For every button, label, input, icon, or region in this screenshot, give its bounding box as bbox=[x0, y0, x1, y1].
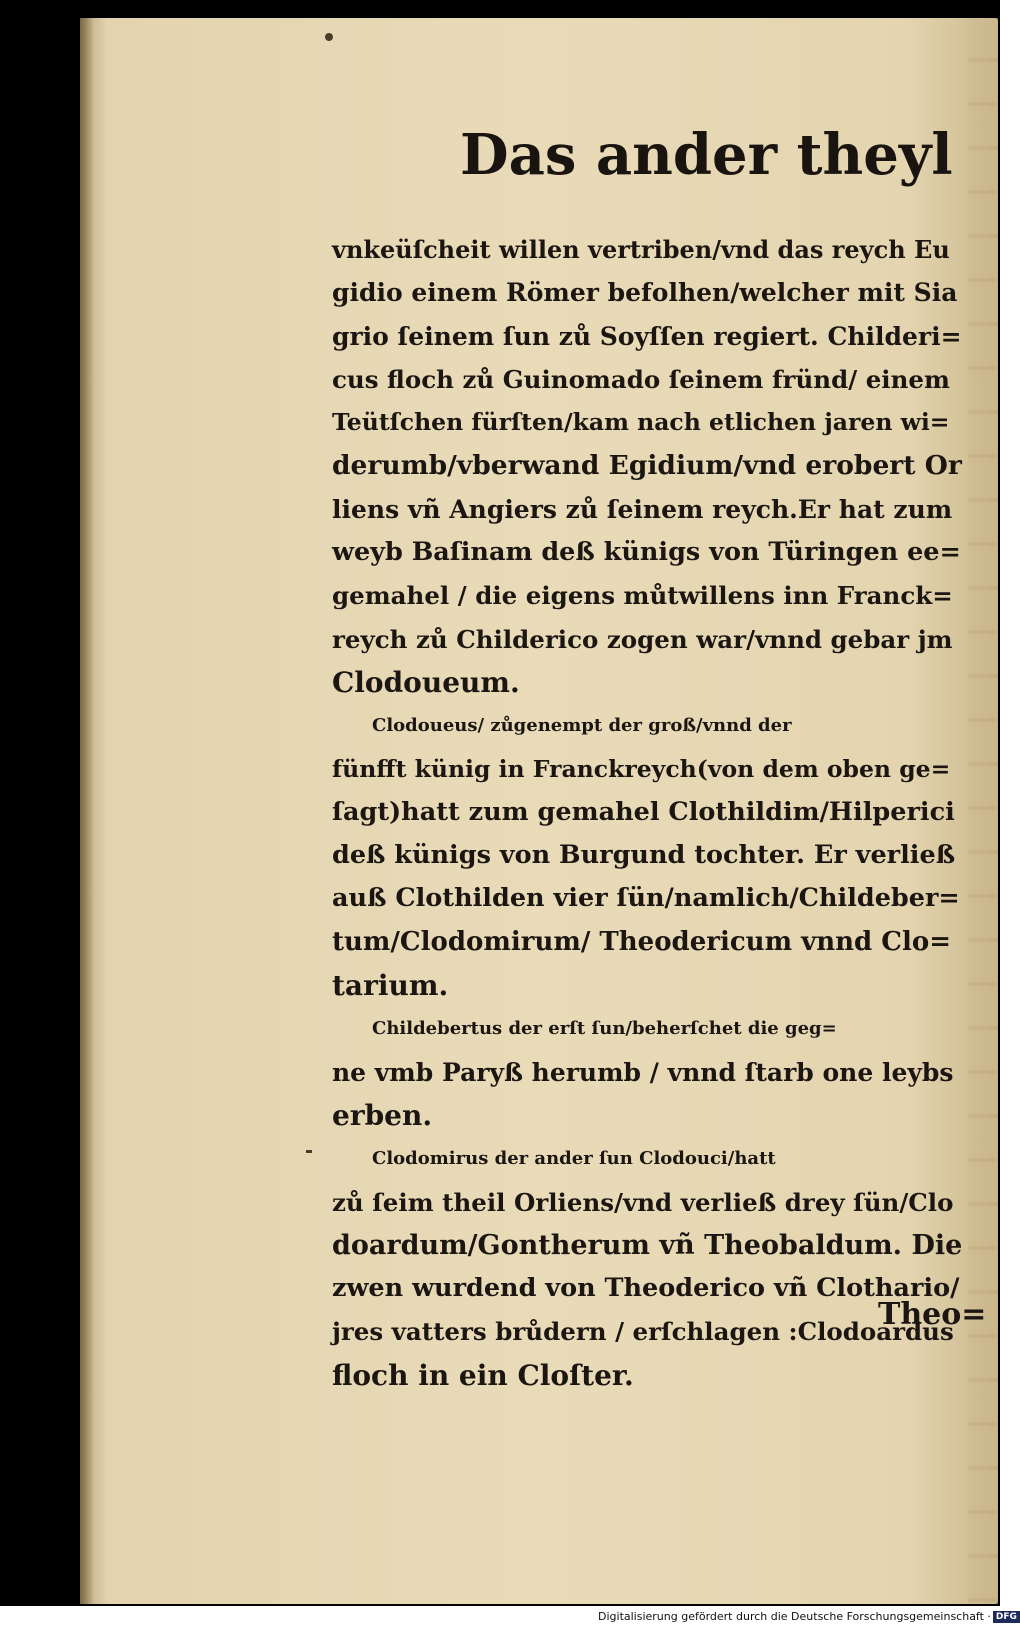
text-line: auß Clothilden vier ſün/namlich/Childeber= bbox=[332, 883, 960, 914]
catchword: Theo= bbox=[878, 1297, 987, 1332]
text-line: gidio einem Römer befolhen/welcher mit Sia bbox=[332, 278, 958, 308]
text-line: zů ſeim theil Orliens/vnd verließ drey ſün/Clo bbox=[332, 1187, 954, 1217]
text-line: cus floch zů Guinomado ſeinem fründ/ einem bbox=[332, 364, 950, 394]
running-head: Das ander theyl bbox=[460, 122, 953, 188]
text-line: reych zů Childerico zogen war/vnnd gebar jm bbox=[332, 624, 953, 654]
text-line: Clodoueus/ zůgenempt der groß/vnnd der bbox=[372, 715, 792, 737]
page-edge bbox=[968, 18, 998, 1604]
text-line: zwen wurdend von Theoderico vñ Clothario/ bbox=[332, 1273, 960, 1304]
text-line: ne vmb Paryß herumb / vnnd ſtarb one leybs bbox=[332, 1057, 954, 1087]
text-line: fünfft künig in Franckreych(von dem oben ge= bbox=[332, 754, 951, 783]
digitization-footer bbox=[598, 1610, 1017, 1628]
text-line: floch in ein Cloſter. bbox=[332, 1358, 634, 1392]
text-line: ſagt)hatt zum gemahel Clothildim/Hilperici bbox=[332, 796, 955, 827]
text-line: doardum/Gontherum vñ Theobaldum. Die bbox=[332, 1229, 963, 1261]
body-text bbox=[332, 228, 962, 1397]
margin-mark bbox=[306, 1150, 312, 1153]
dfg-logo: DFG bbox=[993, 1611, 1020, 1623]
text-line: jres vatters brůdern / erſchlagen :Clodoardus bbox=[332, 1317, 954, 1347]
text-line: derumb/vberwand Egidium/vnd erobert Or bbox=[332, 450, 962, 482]
text-line: vnkeüſcheit willen vertriben/vnd das reych Eu bbox=[332, 235, 950, 264]
text-line: Clodomirus der ander ſun Clodouci/hatt bbox=[372, 1148, 776, 1170]
ink-spot bbox=[325, 33, 333, 41]
text-line: Clodoueum. bbox=[332, 665, 520, 699]
text-line: tarium. bbox=[332, 969, 449, 1003]
text-line: Teütſchen fürſten/kam nach etlichen jaren wi= bbox=[332, 408, 950, 437]
text-line: erben. bbox=[332, 1098, 433, 1132]
text-line: tum/Clodomirum/ Theodericum vnnd Clo= bbox=[332, 926, 951, 957]
text-line: weyb Baſinam deß künigs von Türingen ee= bbox=[332, 537, 961, 568]
text-line: deß künigs von Burgund tochter. Er verließ bbox=[332, 840, 956, 871]
footer-text: Digitalisierung gefördert durch die Deutsche Forschungsgemeinschaft · bbox=[598, 1610, 991, 1623]
text-line: liens vñ Angiers zů ſeinem reych.Er hat zum bbox=[332, 494, 953, 524]
text-line: gemahel / die eigens můtwillens inn Franck= bbox=[332, 581, 953, 611]
text-line: Childebertus der erſt ſun/beherſchet die geg= bbox=[372, 1018, 837, 1040]
text-line: grio ſeinem ſun zů Soyſſen regiert. Childeri= bbox=[332, 321, 962, 351]
